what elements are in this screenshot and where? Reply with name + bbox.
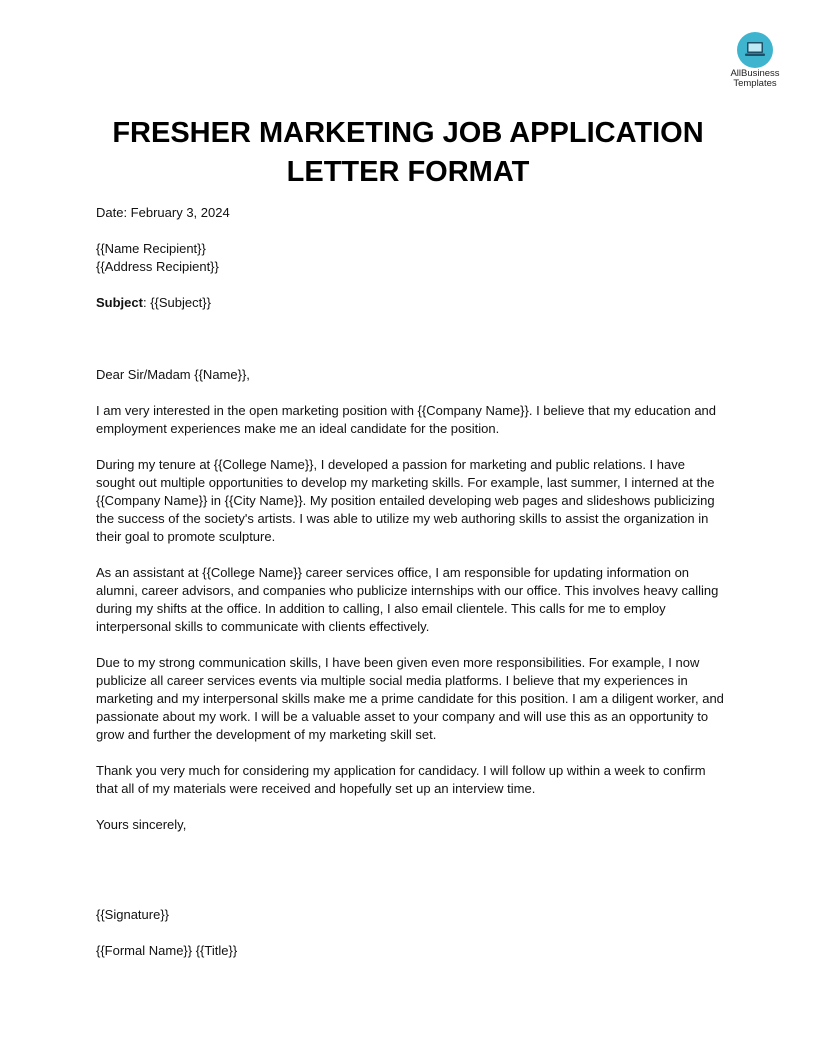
salutation: Dear Sir/Madam {{Name}}, — [96, 367, 250, 382]
allbusiness-templates-logo — [724, 32, 786, 89]
paragraph: As an assistant at {{College Name}} career services office, I am responsible for updating information on alumni, career advisors, and companies who publicize internships with our office. This involves heavy calling during my shifts at the office. In addition to calling, I also email clientele. This calls for me to employ interpersonal skills to communicate with clients effectively. — [96, 565, 719, 634]
letter-body — [96, 204, 726, 960]
paragraph: I am very interested in the open marketing position with {{Company Name}}. I believe that my education and employment experiences make me an ideal candidate for the position. — [96, 403, 717, 436]
title-line-2: LETTER FORMAT — [286, 156, 530, 188]
closing: Yours sincerely, — [96, 817, 187, 832]
logo-text-line2: Templates — [733, 78, 777, 89]
paragraph: Thank you very much for considering my application for candidacy. I will follow up within a week to confirm that all of my materials were received and hopefully set up an interview time. — [96, 763, 706, 796]
subject-label: Subject — [96, 295, 143, 310]
title-line-1: FRESHER MARKETING JOB APPLICATION — [112, 117, 704, 149]
subject-line — [96, 294, 726, 312]
formal-name: {{Formal Name}} {{Title}} — [96, 943, 238, 958]
subject-value: : {{Subject}} — [142, 295, 211, 310]
recipient-address: {{Address Recipient}} — [96, 259, 219, 274]
letter-date: Date: February 3, 2024 — [96, 205, 230, 220]
recipient-name: {{Name Recipient}} — [96, 241, 206, 256]
signature-placeholder: {{Signature}} — [96, 907, 170, 922]
paragraph: Due to my strong communication skills, I have been given even more responsibilities. For example, I now publicize all career services events via multiple social media platforms. I believe that my experiences in marketing and my interpersonal skills make me a prime candidate for this position. I am a diligent worker, and passionate about my work. I will be a valuable asset to your company and will use this as an opportunity to grow and further the development of my marketing skill set. — [96, 655, 724, 742]
laptop-icon — [737, 32, 773, 68]
paragraph: During my tenure at {{College Name}}, I developed a passion for marketing and public relations. I have sought out multiple opportunities to develop my marketing skills. For example, last summer, I interned at the {{Company Name}} in {{City Name}}. My position entailed developing web pages and slideshows publicizing the success of the society's artists. I was able to utilize my web authoring skills to assist the organization in their goal to promote sculpture. — [96, 457, 715, 544]
logo-text-line1: AllBusiness — [730, 68, 780, 79]
document-title — [60, 114, 756, 192]
